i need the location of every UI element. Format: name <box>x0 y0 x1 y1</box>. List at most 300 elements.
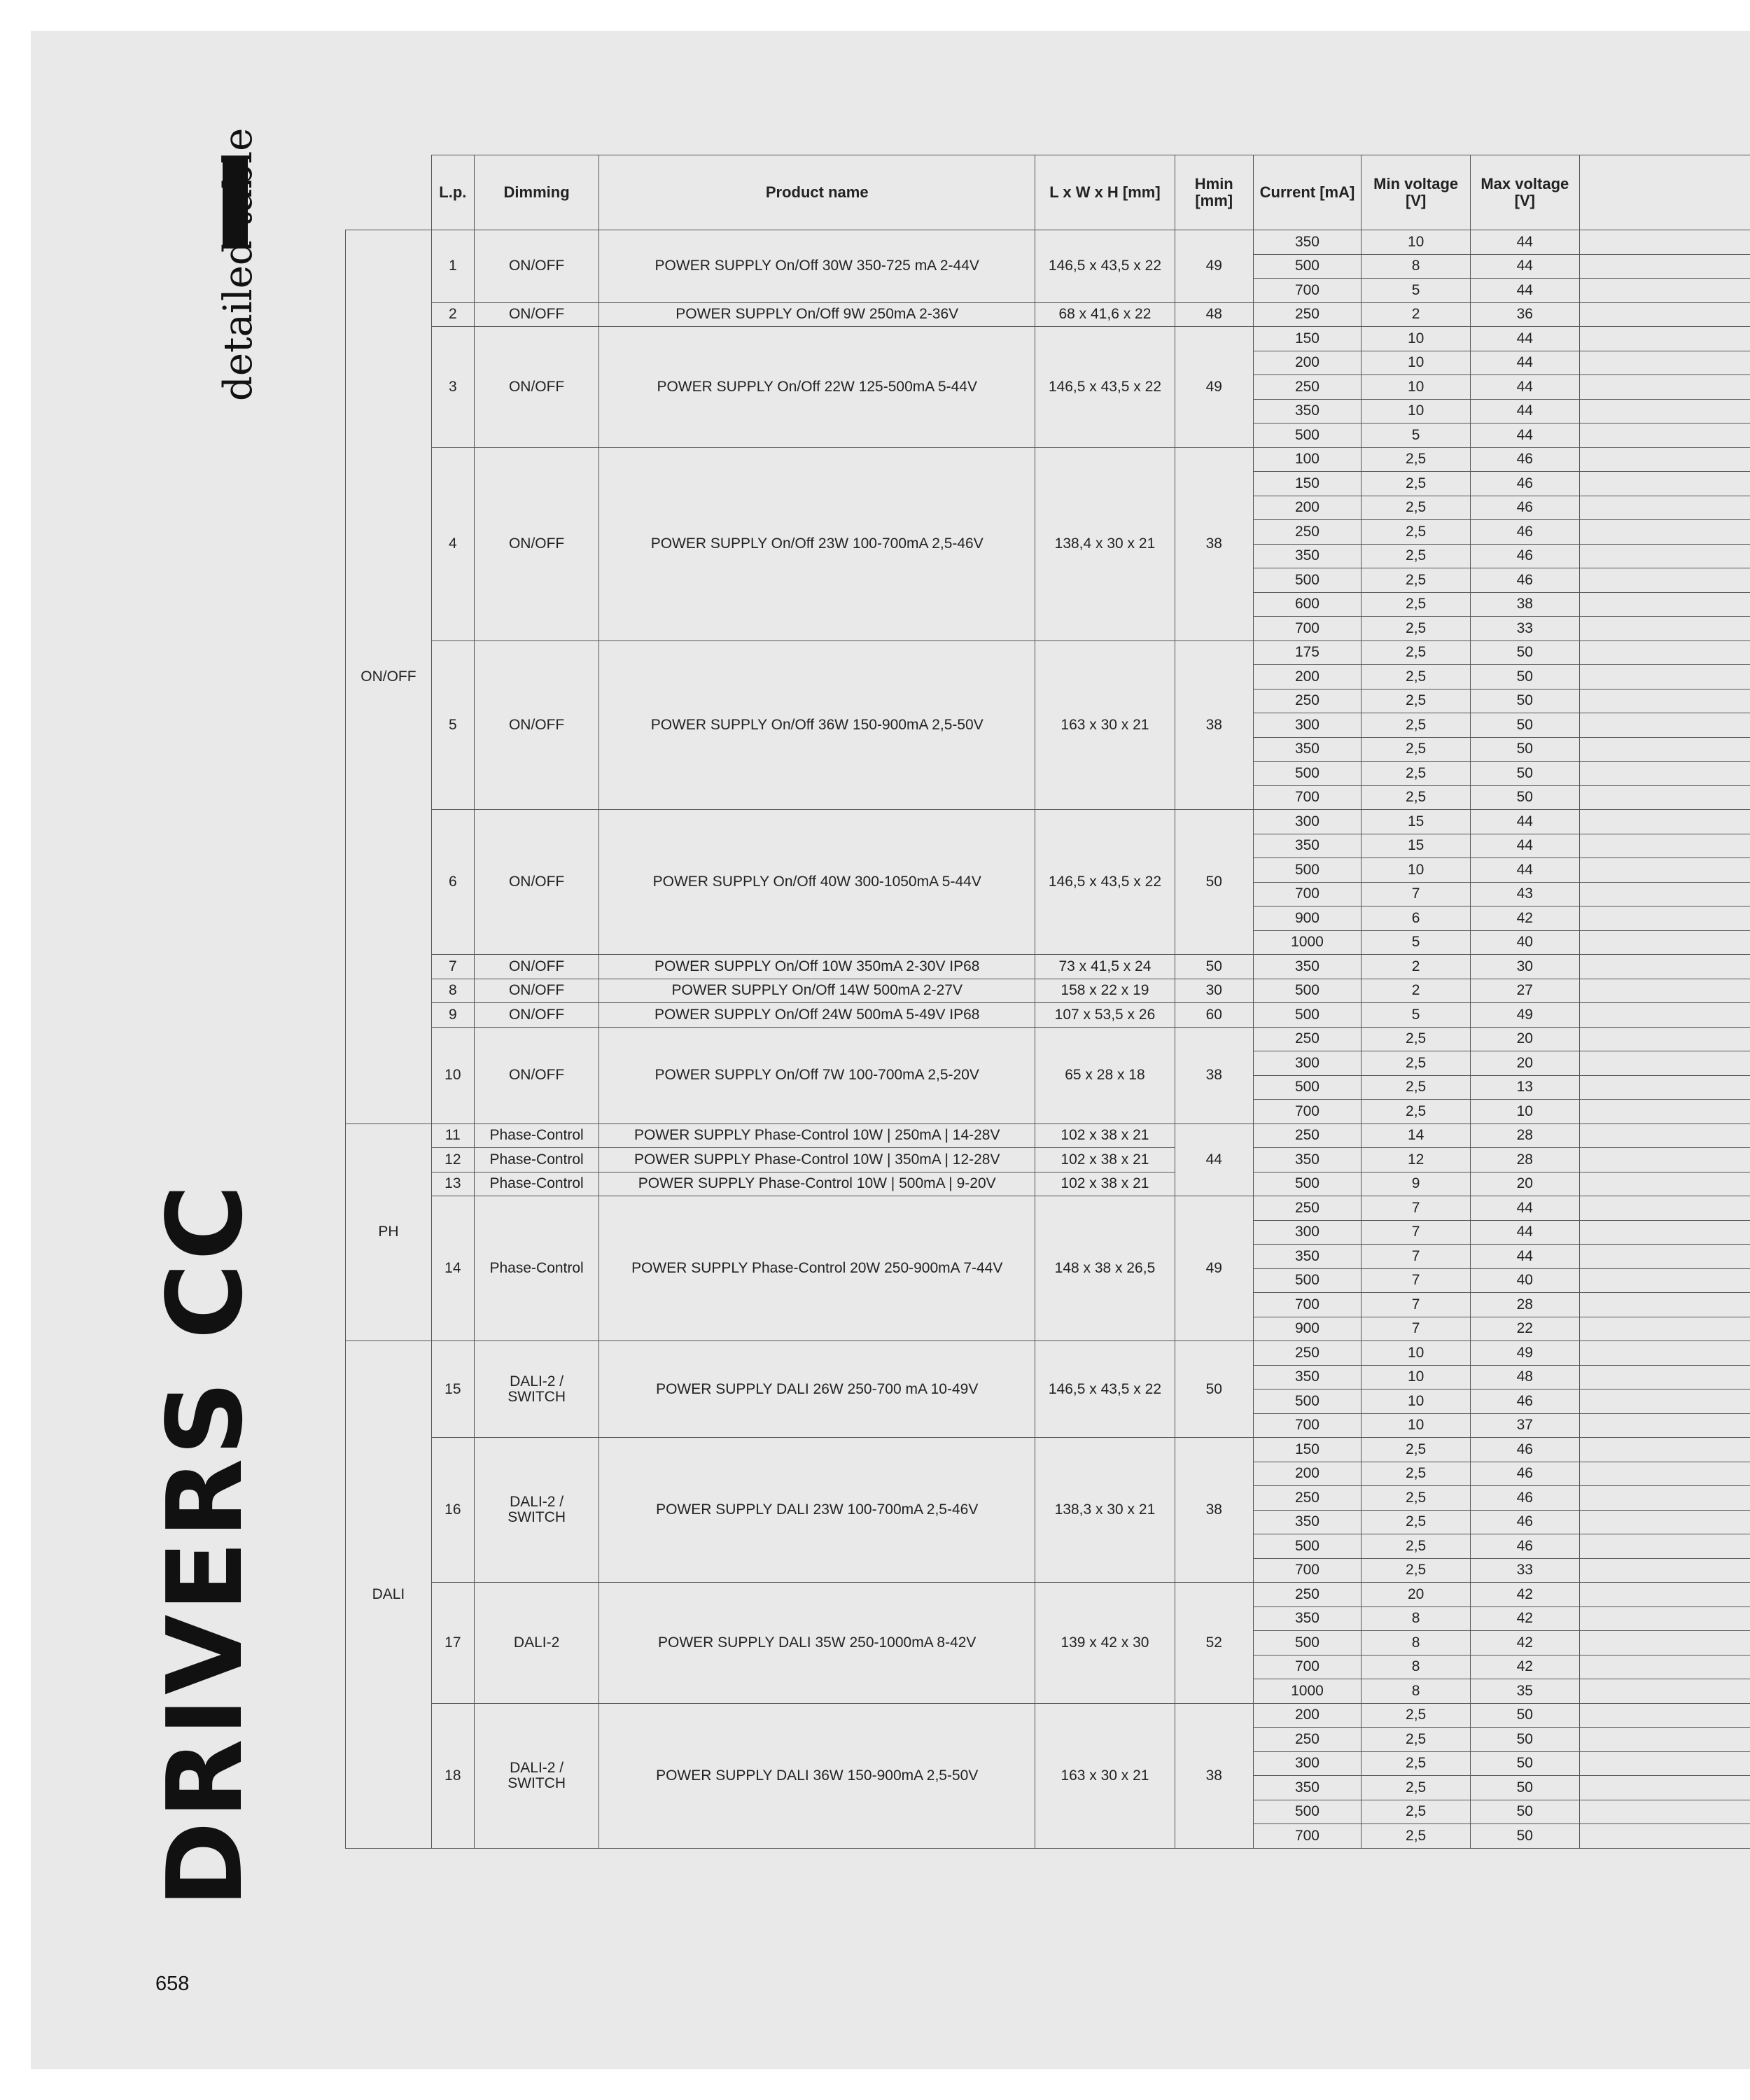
min-voltage-cell: 2,5 <box>1362 1486 1471 1511</box>
current-cell: 500 <box>1253 1172 1362 1196</box>
min-voltage-cell: 2,5 <box>1362 1510 1471 1534</box>
hmin-cell: 60 <box>1175 1003 1253 1028</box>
product-name-cell: POWER SUPPLY DALI 23W 100-700mA 2,5-46V <box>599 1438 1035 1583</box>
max-voltage-cell: 13 <box>1470 1075 1579 1100</box>
group-cell: PH <box>346 1124 432 1341</box>
min-voltage-cell: 2 <box>1362 955 1471 979</box>
max-voltage-cell: 27 <box>1470 979 1579 1003</box>
current-cell: 200 <box>1253 351 1362 375</box>
product-name-cell: POWER SUPPLY On/Off 30W 350-725 mA 2-44V <box>599 230 1035 303</box>
current-cell: 700 <box>1253 1655 1362 1679</box>
min-voltage-cell: 5 <box>1362 1003 1471 1028</box>
table-row <box>346 1003 1750 1028</box>
min-voltage-cell: 2 <box>1362 979 1471 1003</box>
product-name-cell: POWER SUPPLY DALI 26W 250-700 mA 10-49V <box>599 1341 1035 1438</box>
header-product-name: Product name <box>599 155 1035 230</box>
max-voltage-cell: 50 <box>1470 689 1579 713</box>
max-voltage-cell: 40 <box>1470 930 1579 955</box>
min-voltage-cell: 2,5 <box>1362 1100 1471 1124</box>
dimensions-cell: 138,3 x 30 x 21 <box>1035 1438 1175 1583</box>
hmin-cell: 38 <box>1175 447 1253 640</box>
current-cell: 500 <box>1253 762 1362 786</box>
hmin-cell: 52 <box>1175 1583 1253 1704</box>
min-voltage-cell: 10 <box>1362 399 1471 424</box>
min-voltage-cell: 15 <box>1362 810 1471 834</box>
min-voltage-cell: 2,5 <box>1362 1027 1471 1051</box>
min-voltage-cell: 2,5 <box>1362 1558 1471 1583</box>
empty-cell <box>1579 1534 1750 1559</box>
table-row <box>346 1196 1750 1221</box>
empty-cell <box>1579 1606 1750 1631</box>
min-voltage-cell: 10 <box>1362 1341 1471 1366</box>
dimensions-cell: 102 x 38 x 21 <box>1035 1148 1175 1172</box>
empty-cell <box>1579 1679 1750 1704</box>
current-cell: 700 <box>1253 1100 1362 1124</box>
current-cell: 350 <box>1253 1245 1362 1269</box>
max-voltage-cell: 46 <box>1470 544 1579 568</box>
empty-cell <box>1579 1100 1750 1124</box>
current-cell: 250 <box>1253 1486 1362 1511</box>
current-cell: 250 <box>1253 302 1362 327</box>
max-voltage-cell: 10 <box>1470 1100 1579 1124</box>
empty-cell <box>1579 640 1750 665</box>
lp-cell: 4 <box>431 447 474 640</box>
current-cell: 175 <box>1253 640 1362 665</box>
min-voltage-cell: 2,5 <box>1362 640 1471 665</box>
min-voltage-cell: 2,5 <box>1362 1703 1471 1728</box>
header-min-voltage: Min voltage [V] <box>1362 155 1471 230</box>
max-voltage-cell: 46 <box>1470 1438 1579 1462</box>
current-cell: 300 <box>1253 1751 1362 1776</box>
current-cell: 300 <box>1253 810 1362 834</box>
lp-cell: 18 <box>431 1703 474 1848</box>
max-voltage-cell: 46 <box>1470 1510 1579 1534</box>
header-spacer <box>346 155 432 230</box>
max-voltage-cell: 43 <box>1470 882 1579 906</box>
dimensions-cell: 158 x 22 x 19 <box>1035 979 1175 1003</box>
header-max-voltage: Max voltage [V] <box>1470 155 1579 230</box>
current-cell: 500 <box>1253 1534 1362 1559</box>
min-voltage-cell: 2,5 <box>1362 1776 1471 1800</box>
current-cell: 100 <box>1253 447 1362 472</box>
min-voltage-cell: 14 <box>1362 1124 1471 1148</box>
current-cell: 250 <box>1253 1027 1362 1051</box>
max-voltage-cell: 44 <box>1470 254 1579 279</box>
empty-cell <box>1579 1462 1750 1486</box>
current-cell: 500 <box>1253 568 1362 593</box>
dimming-cell: Phase-Control <box>474 1148 599 1172</box>
min-voltage-cell: 2,5 <box>1362 689 1471 713</box>
product-name-cell: POWER SUPPLY On/Off 23W 100-700mA 2,5-46V <box>599 447 1035 640</box>
max-voltage-cell: 46 <box>1470 447 1579 472</box>
dimensions-cell: 102 x 38 x 21 <box>1035 1124 1175 1148</box>
hmin-cell: 44 <box>1175 1124 1253 1196</box>
min-voltage-cell: 2,5 <box>1362 617 1471 641</box>
product-name-cell: POWER SUPPLY DALI 36W 150-900mA 2,5-50V <box>599 1703 1035 1848</box>
min-voltage-cell: 2,5 <box>1362 737 1471 762</box>
max-voltage-cell: 44 <box>1470 375 1579 400</box>
empty-cell <box>1579 424 1750 448</box>
max-voltage-cell: 50 <box>1470 1800 1579 1824</box>
empty-cell <box>1579 1051 1750 1076</box>
group-cell: ON/OFF <box>346 230 432 1124</box>
product-name-cell: POWER SUPPLY Phase-Control 10W | 500mA | 9-20V <box>599 1172 1035 1196</box>
empty-cell <box>1579 1075 1750 1100</box>
min-voltage-cell: 15 <box>1362 834 1471 858</box>
hmin-cell: 49 <box>1175 327 1253 448</box>
table-row <box>346 327 1750 351</box>
table-row <box>346 1703 1750 1728</box>
min-voltage-cell: 12 <box>1362 1148 1471 1172</box>
table-row <box>346 230 1750 255</box>
min-voltage-cell: 2,5 <box>1362 496 1471 520</box>
lp-cell: 16 <box>431 1438 474 1583</box>
hmin-cell: 50 <box>1175 810 1253 955</box>
max-voltage-cell: 46 <box>1470 1462 1579 1486</box>
table-row <box>346 955 1750 979</box>
max-voltage-cell: 44 <box>1470 1220 1579 1245</box>
empty-cell <box>1579 230 1750 255</box>
max-voltage-cell: 50 <box>1470 665 1579 690</box>
max-voltage-cell: 44 <box>1470 810 1579 834</box>
hmin-cell: 38 <box>1175 1438 1253 1583</box>
empty-cell <box>1579 834 1750 858</box>
empty-cell <box>1579 713 1750 738</box>
min-voltage-cell: 8 <box>1362 254 1471 279</box>
section-subtitle: detailed table <box>216 127 261 401</box>
hmin-cell: 38 <box>1175 1703 1253 1848</box>
empty-cell <box>1579 1413 1750 1438</box>
dimensions-cell: 146,5 x 43,5 x 22 <box>1035 327 1175 448</box>
empty-cell <box>1579 737 1750 762</box>
min-voltage-cell: 10 <box>1362 327 1471 351</box>
table-row <box>346 447 1750 472</box>
current-cell: 150 <box>1253 327 1362 351</box>
max-voltage-cell: 20 <box>1470 1027 1579 1051</box>
hmin-cell: 49 <box>1175 1196 1253 1341</box>
product-name-cell: POWER SUPPLY Phase-Control 10W | 350mA | 12-28V <box>599 1148 1035 1172</box>
empty-cell <box>1579 1776 1750 1800</box>
empty-cell <box>1579 1172 1750 1196</box>
max-voltage-cell: 22 <box>1470 1317 1579 1341</box>
empty-cell <box>1579 327 1750 351</box>
empty-cell <box>1579 254 1750 279</box>
current-cell: 250 <box>1253 1583 1362 1607</box>
current-cell: 350 <box>1253 544 1362 568</box>
current-cell: 700 <box>1253 1558 1362 1583</box>
current-cell: 250 <box>1253 1341 1362 1366</box>
min-voltage-cell: 9 <box>1362 1172 1471 1196</box>
current-cell: 350 <box>1253 399 1362 424</box>
dimensions-cell: 146,5 x 43,5 x 22 <box>1035 810 1175 955</box>
empty-cell <box>1579 1703 1750 1728</box>
min-voltage-cell: 6 <box>1362 906 1471 931</box>
lp-cell: 6 <box>431 810 474 955</box>
current-cell: 900 <box>1253 906 1362 931</box>
max-voltage-cell: 42 <box>1470 1631 1579 1656</box>
product-name-cell: POWER SUPPLY DALI 35W 250-1000mA 8-42V <box>599 1583 1035 1704</box>
min-voltage-cell: 5 <box>1362 930 1471 955</box>
max-voltage-cell: 44 <box>1470 424 1579 448</box>
current-cell: 500 <box>1253 1631 1362 1656</box>
current-cell: 700 <box>1253 1413 1362 1438</box>
empty-cell <box>1579 1245 1750 1269</box>
max-voltage-cell: 20 <box>1470 1172 1579 1196</box>
empty-cell <box>1579 1365 1750 1390</box>
dimensions-cell: 146,5 x 43,5 x 22 <box>1035 1341 1175 1438</box>
min-voltage-cell: 8 <box>1362 1655 1471 1679</box>
dimming-cell: DALI-2 / SWITCH <box>474 1438 599 1583</box>
min-voltage-cell: 2,5 <box>1362 520 1471 545</box>
current-cell: 700 <box>1253 882 1362 906</box>
empty-cell <box>1579 617 1750 641</box>
empty-cell <box>1579 1631 1750 1656</box>
min-voltage-cell: 8 <box>1362 1679 1471 1704</box>
min-voltage-cell: 2,5 <box>1362 762 1471 786</box>
header-dimming: Dimming <box>474 155 599 230</box>
dimensions-cell: 102 x 38 x 21 <box>1035 1172 1175 1196</box>
product-name-cell: POWER SUPPLY On/Off 40W 300-1050mA 5-44V <box>599 810 1035 955</box>
min-voltage-cell: 7 <box>1362 882 1471 906</box>
current-cell: 700 <box>1253 1824 1362 1849</box>
group-cell: DALI <box>346 1341 432 1849</box>
empty-cell <box>1579 1800 1750 1824</box>
min-voltage-cell: 2,5 <box>1362 1824 1471 1849</box>
empty-cell <box>1579 520 1750 545</box>
current-cell: 1000 <box>1253 930 1362 955</box>
dimming-cell: Phase-Control <box>474 1124 599 1148</box>
header-hmin: Hmin [mm] <box>1175 155 1253 230</box>
product-name-cell: POWER SUPPLY On/Off 24W 500mA 5-49V IP68 <box>599 1003 1035 1028</box>
product-name-cell: POWER SUPPLY On/Off 10W 350mA 2-30V IP68 <box>599 955 1035 979</box>
dimensions-cell: 138,4 x 30 x 21 <box>1035 447 1175 640</box>
table-row <box>346 1148 1750 1172</box>
table-row <box>346 302 1750 327</box>
empty-cell <box>1579 1751 1750 1776</box>
max-voltage-cell: 46 <box>1470 520 1579 545</box>
current-cell: 300 <box>1253 713 1362 738</box>
page-number: 658 <box>155 1973 190 1995</box>
table-body <box>346 230 1750 1849</box>
dimensions-cell: 65 x 28 x 18 <box>1035 1027 1175 1124</box>
dimensions-cell: 68 x 41,6 x 22 <box>1035 302 1175 327</box>
max-voltage-cell: 40 <box>1470 1268 1579 1293</box>
max-voltage-cell: 44 <box>1470 858 1579 883</box>
current-cell: 600 <box>1253 592 1362 617</box>
empty-cell <box>1579 1268 1750 1293</box>
empty-cell <box>1579 472 1750 496</box>
max-voltage-cell: 49 <box>1470 1003 1579 1028</box>
current-cell: 350 <box>1253 1510 1362 1534</box>
empty-cell <box>1579 302 1750 327</box>
dimming-cell: ON/OFF <box>474 640 599 810</box>
min-voltage-cell: 7 <box>1362 1220 1471 1245</box>
max-voltage-cell: 28 <box>1470 1293 1579 1317</box>
lp-cell: 1 <box>431 230 474 303</box>
max-voltage-cell: 50 <box>1470 1824 1579 1849</box>
min-voltage-cell: 20 <box>1362 1583 1471 1607</box>
min-voltage-cell: 10 <box>1362 1413 1471 1438</box>
lp-cell: 11 <box>431 1124 474 1148</box>
empty-cell <box>1579 785 1750 810</box>
hmin-cell: 48 <box>1175 302 1253 327</box>
empty-cell <box>1579 689 1750 713</box>
table-row <box>346 810 1750 834</box>
lp-cell: 7 <box>431 955 474 979</box>
current-cell: 500 <box>1253 1268 1362 1293</box>
hmin-cell: 38 <box>1175 1027 1253 1124</box>
empty-cell <box>1579 1510 1750 1534</box>
current-cell: 350 <box>1253 1148 1362 1172</box>
lp-cell: 14 <box>431 1196 474 1341</box>
current-cell: 500 <box>1253 1390 1362 1414</box>
current-cell: 500 <box>1253 1003 1362 1028</box>
dimming-cell: ON/OFF <box>474 810 599 955</box>
empty-cell <box>1579 1438 1750 1462</box>
max-voltage-cell: 44 <box>1470 351 1579 375</box>
empty-cell <box>1579 1558 1750 1583</box>
min-voltage-cell: 2,5 <box>1362 1728 1471 1752</box>
product-name-cell: POWER SUPPLY On/Off 14W 500mA 2-27V <box>599 979 1035 1003</box>
current-cell: 500 <box>1253 1075 1362 1100</box>
table-row <box>346 979 1750 1003</box>
max-voltage-cell: 46 <box>1470 1534 1579 1559</box>
table-row <box>346 1172 1750 1196</box>
empty-cell <box>1579 496 1750 520</box>
empty-cell <box>1579 1003 1750 1028</box>
dimming-cell: ON/OFF <box>474 1027 599 1124</box>
empty-cell <box>1579 544 1750 568</box>
empty-cell <box>1579 930 1750 955</box>
min-voltage-cell: 10 <box>1362 858 1471 883</box>
current-cell: 250 <box>1253 1728 1362 1752</box>
max-voltage-cell: 46 <box>1470 568 1579 593</box>
empty-cell <box>1579 351 1750 375</box>
current-cell: 500 <box>1253 858 1362 883</box>
max-voltage-cell: 50 <box>1470 762 1579 786</box>
empty-cell <box>1579 1824 1750 1849</box>
min-voltage-cell: 2,5 <box>1362 713 1471 738</box>
min-voltage-cell: 2,5 <box>1362 447 1471 472</box>
empty-cell <box>1579 955 1750 979</box>
empty-cell <box>1579 1293 1750 1317</box>
header-dimensions: L x W x H [mm] <box>1035 155 1175 230</box>
max-voltage-cell: 28 <box>1470 1148 1579 1172</box>
header-current: Current [mA] <box>1253 155 1362 230</box>
current-cell: 350 <box>1253 737 1362 762</box>
max-voltage-cell: 42 <box>1470 1583 1579 1607</box>
empty-cell <box>1579 1148 1750 1172</box>
min-voltage-cell: 2,5 <box>1362 1751 1471 1776</box>
min-voltage-cell: 2,5 <box>1362 1438 1471 1462</box>
current-cell: 350 <box>1253 834 1362 858</box>
product-name-cell: POWER SUPPLY Phase-Control 20W 250-900mA 7-44V <box>599 1196 1035 1341</box>
current-cell: 900 <box>1253 1317 1362 1341</box>
empty-cell <box>1579 279 1750 303</box>
min-voltage-cell: 10 <box>1362 351 1471 375</box>
dimensions-cell: 73 x 41,5 x 24 <box>1035 955 1175 979</box>
lp-cell: 3 <box>431 327 474 448</box>
empty-cell <box>1579 665 1750 690</box>
table-row <box>346 1583 1750 1607</box>
current-cell: 500 <box>1253 1800 1362 1824</box>
section-title: DRIVERS CC <box>145 1182 265 1907</box>
min-voltage-cell: 2,5 <box>1362 1075 1471 1100</box>
empty-cell <box>1579 810 1750 834</box>
empty-cell <box>1579 979 1750 1003</box>
min-voltage-cell: 8 <box>1362 1606 1471 1631</box>
dimming-cell: Phase-Control <box>474 1172 599 1196</box>
min-voltage-cell: 10 <box>1362 1390 1471 1414</box>
hmin-cell: 50 <box>1175 1341 1253 1438</box>
max-voltage-cell: 50 <box>1470 1703 1579 1728</box>
hmin-cell: 38 <box>1175 640 1253 810</box>
max-voltage-cell: 44 <box>1470 279 1579 303</box>
min-voltage-cell: 8 <box>1362 1631 1471 1656</box>
empty-cell <box>1579 1196 1750 1221</box>
table-row <box>346 640 1750 665</box>
lp-cell: 2 <box>431 302 474 327</box>
min-voltage-cell: 2,5 <box>1362 1534 1471 1559</box>
current-cell: 700 <box>1253 617 1362 641</box>
min-voltage-cell: 10 <box>1362 375 1471 400</box>
current-cell: 200 <box>1253 665 1362 690</box>
empty-cell <box>1579 858 1750 883</box>
min-voltage-cell: 2,5 <box>1362 785 1471 810</box>
table-row <box>346 1438 1750 1462</box>
current-cell: 200 <box>1253 1462 1362 1486</box>
min-voltage-cell: 7 <box>1362 1317 1471 1341</box>
lp-cell: 13 <box>431 1172 474 1196</box>
product-name-cell: POWER SUPPLY On/Off 36W 150-900mA 2,5-50V <box>599 640 1035 810</box>
lp-cell: 9 <box>431 1003 474 1028</box>
max-voltage-cell: 38 <box>1470 592 1579 617</box>
min-voltage-cell: 2,5 <box>1362 1462 1471 1486</box>
current-cell: 700 <box>1253 279 1362 303</box>
hmin-cell: 30 <box>1175 979 1253 1003</box>
dimensions-cell: 139 x 42 x 30 <box>1035 1583 1175 1704</box>
max-voltage-cell: 33 <box>1470 1558 1579 1583</box>
current-cell: 300 <box>1253 1051 1362 1076</box>
empty-cell <box>1579 762 1750 786</box>
empty-cell <box>1579 375 1750 400</box>
max-voltage-cell: 46 <box>1470 1486 1579 1511</box>
dimming-cell: ON/OFF <box>474 230 599 303</box>
product-name-cell: POWER SUPPLY On/Off 22W 125-500mA 5-44V <box>599 327 1035 448</box>
max-voltage-cell: 44 <box>1470 834 1579 858</box>
table-row <box>346 1341 1750 1366</box>
current-cell: 350 <box>1253 955 1362 979</box>
current-cell: 250 <box>1253 1196 1362 1221</box>
max-voltage-cell: 50 <box>1470 1776 1579 1800</box>
lp-cell: 10 <box>431 1027 474 1124</box>
current-cell: 150 <box>1253 472 1362 496</box>
max-voltage-cell: 46 <box>1470 472 1579 496</box>
header-empty-column <box>1579 155 1750 230</box>
max-voltage-cell: 37 <box>1470 1413 1579 1438</box>
empty-cell <box>1579 1317 1750 1341</box>
min-voltage-cell: 2,5 <box>1362 1800 1471 1824</box>
lp-cell: 17 <box>431 1583 474 1704</box>
empty-cell <box>1579 568 1750 593</box>
max-voltage-cell: 50 <box>1470 640 1579 665</box>
dimming-cell: DALI-2 / SWITCH <box>474 1703 599 1848</box>
dimming-cell: DALI-2 <box>474 1583 599 1704</box>
empty-cell <box>1579 592 1750 617</box>
empty-cell <box>1579 1728 1750 1752</box>
empty-cell <box>1579 1220 1750 1245</box>
table-row <box>346 1124 1750 1148</box>
